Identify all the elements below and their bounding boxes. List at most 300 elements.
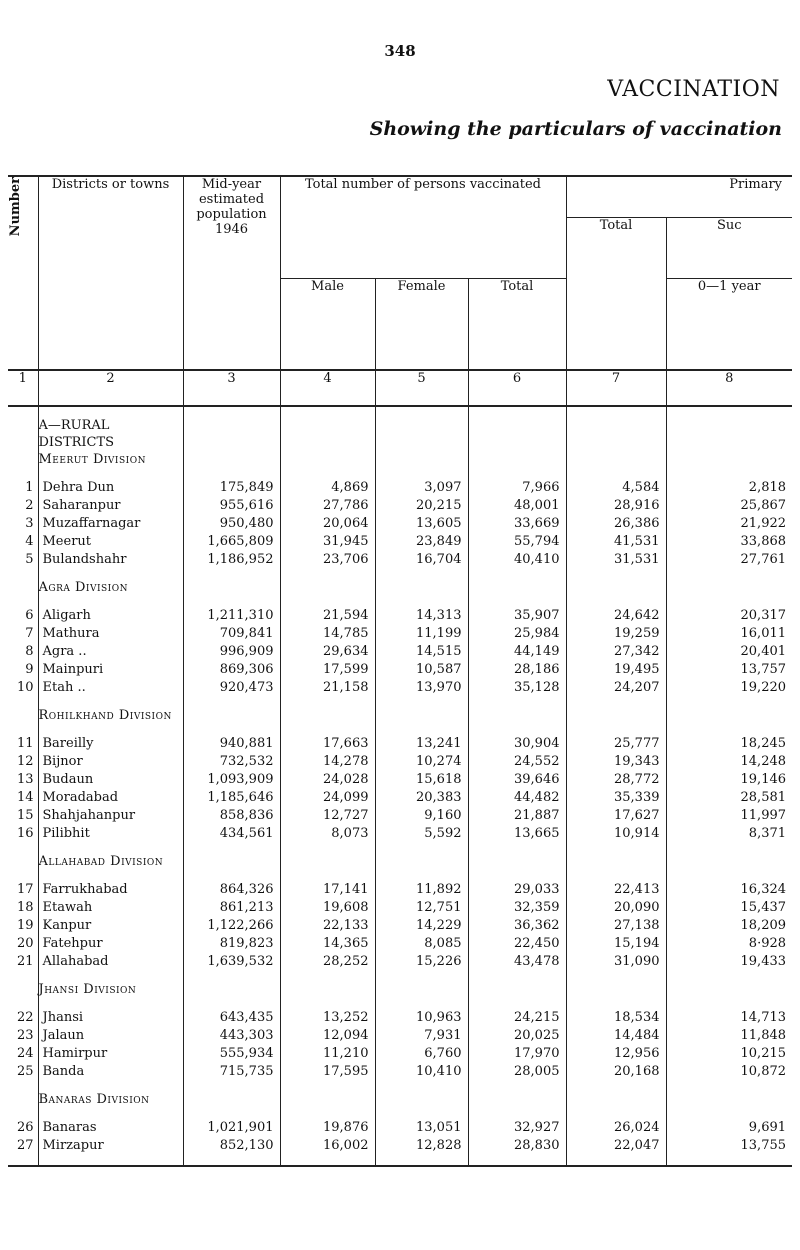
district-cell	[38, 479, 183, 497]
row-number: 3	[25, 516, 34, 531]
total-cell: 32,359	[468, 899, 566, 917]
primary-total-cell: 28,916	[566, 497, 666, 515]
table-row	[8, 881, 792, 899]
age-0-1-cell: 10,872	[666, 1063, 792, 1081]
row-number: 14	[16, 790, 34, 805]
table-row	[8, 1137, 792, 1155]
age-0-1-cell: 13,757	[666, 661, 792, 679]
table-row	[8, 1063, 792, 1081]
female-cell: 11,199	[375, 625, 468, 643]
district-cell	[38, 1045, 183, 1063]
primary-total-cell: 4,584	[566, 479, 666, 497]
total-cell: 24,552	[468, 753, 566, 771]
population-cell: 1,639,532	[183, 953, 280, 971]
population-cell: 555,934	[183, 1045, 280, 1063]
primary-total-cell: 12,956	[566, 1045, 666, 1063]
age-0-1-cell: 11,997	[666, 807, 792, 825]
division-heading-row	[8, 853, 792, 871]
age-0-1-cell: 19,433	[666, 953, 792, 971]
female-cell: 10,587	[375, 661, 468, 679]
population-cell: 1,211,310	[183, 607, 280, 625]
total-cell: 35,907	[468, 607, 566, 625]
row-number: 11	[16, 736, 34, 751]
district-cell	[38, 607, 183, 625]
age-0-1-cell: 9,691	[666, 1119, 792, 1137]
population-cell: 852,130	[183, 1137, 280, 1155]
district-cell	[38, 1063, 183, 1081]
district-name: Banaras	[42, 1120, 97, 1135]
table-row	[8, 807, 792, 825]
district-cell	[38, 551, 183, 569]
district-cell	[38, 953, 183, 971]
district-cell	[38, 807, 183, 825]
primary-total-cell: 17,627	[566, 807, 666, 825]
age-0-1-cell: 8·928	[666, 935, 792, 953]
age-0-1-cell: 19,146	[666, 771, 792, 789]
age-0-1-cell: 20,401	[666, 643, 792, 661]
district-cell	[38, 515, 183, 533]
district-name: Budaun	[42, 772, 94, 787]
district-name: Farrukhabad	[42, 882, 128, 897]
male-cell: 16,002	[280, 1137, 375, 1155]
female-header: Female	[375, 279, 468, 371]
col-number: 8	[666, 370, 792, 406]
district-cell	[38, 735, 183, 753]
district-name: Muzaffarnagar	[42, 516, 141, 531]
col-number: 2	[38, 370, 183, 406]
primary-total-cell: 10,914	[566, 825, 666, 843]
col-number: 3	[183, 370, 280, 406]
female-cell: 14,313	[375, 607, 468, 625]
total-cell: 25,984	[468, 625, 566, 643]
district-cell	[38, 881, 183, 899]
population-cell: 858,836	[183, 807, 280, 825]
population-cell: 443,303	[183, 1027, 280, 1045]
district-name: Mirzapur	[42, 1138, 104, 1153]
primary-total-cell: 19,495	[566, 661, 666, 679]
division-heading-row	[8, 707, 792, 725]
page-subheading: Showing the particulars of vaccination	[369, 118, 782, 140]
row-number: 5	[25, 552, 34, 567]
district-cell	[38, 899, 183, 917]
district-name: Banda	[42, 1064, 85, 1079]
primary-total-cell: 26,024	[566, 1119, 666, 1137]
row-number: 23	[16, 1028, 34, 1043]
district-name: Dehra Dun	[42, 480, 115, 495]
row-number: 22	[16, 1010, 34, 1025]
total-cell: 7,966	[468, 479, 566, 497]
district-name: Bareilly	[42, 736, 94, 751]
section-heading-line: A—RURAL	[38, 418, 110, 433]
male-cell: 21,594	[280, 607, 375, 625]
age-0-1-cell: 8,371	[666, 825, 792, 843]
male-cell: 27,786	[280, 497, 375, 515]
total-cell: 40,410	[468, 551, 566, 569]
female-cell: 12,751	[375, 899, 468, 917]
total-cell: 20,025	[468, 1027, 566, 1045]
row-number: 7	[25, 626, 34, 641]
age-0-1-cell: 16,324	[666, 881, 792, 899]
total-cell: 44,149	[468, 643, 566, 661]
population-cell: 732,532	[183, 753, 280, 771]
population-cell: 955,616	[183, 497, 280, 515]
female-cell: 11,892	[375, 881, 468, 899]
primary-total-cell: 41,531	[566, 533, 666, 551]
district-name: Moradabad	[42, 790, 119, 805]
total-cell: 22,450	[468, 935, 566, 953]
total-cell: 32,927	[468, 1119, 566, 1137]
district-name: Fatehpur	[42, 936, 103, 951]
total-cell: 13,665	[468, 825, 566, 843]
district-name: Saharanpur	[42, 498, 121, 513]
col-number: 5	[375, 370, 468, 406]
district-name: Bijnor	[42, 754, 83, 769]
female-cell: 23,849	[375, 533, 468, 551]
table-row	[8, 515, 792, 533]
age-0-1-cell: 14,713	[666, 1009, 792, 1027]
primary-total-cell: 20,090	[566, 899, 666, 917]
primary-total-cell: 24,642	[566, 607, 666, 625]
col-number: 7	[566, 370, 666, 406]
female-cell: 10,963	[375, 1009, 468, 1027]
population-header: Mid-year estimated population 1946	[183, 176, 280, 370]
table-row	[8, 789, 792, 807]
total-cell: 36,362	[468, 917, 566, 935]
population-cell: 1,186,952	[183, 551, 280, 569]
age-0-1-cell: 18,245	[666, 735, 792, 753]
female-cell: 15,226	[375, 953, 468, 971]
total-cell: 44,482	[468, 789, 566, 807]
row-number: 19	[16, 918, 34, 933]
male-cell: 17,663	[280, 735, 375, 753]
table-row	[8, 935, 792, 953]
male-cell: 21,158	[280, 679, 375, 697]
total-cell: 48,001	[468, 497, 566, 515]
total-cell: 39,646	[468, 771, 566, 789]
total-cell: 55,794	[468, 533, 566, 551]
total-cell: 24,215	[468, 1009, 566, 1027]
female-cell: 13,970	[375, 679, 468, 697]
total-cell: 21,887	[468, 807, 566, 825]
total-vaccinated-header: Total number of persons vaccinated	[280, 176, 566, 279]
district-cell	[38, 825, 183, 843]
population-cell: 434,561	[183, 825, 280, 843]
female-cell: 20,215	[375, 497, 468, 515]
row-number: 21	[16, 954, 34, 969]
section-heading-line: DISTRICTS	[38, 435, 115, 450]
age-0-1-cell: 2,818	[666, 479, 792, 497]
primary-total-cell: 20,168	[566, 1063, 666, 1081]
female-cell: 10,274	[375, 753, 468, 771]
primary-total-cell: 14,484	[566, 1027, 666, 1045]
division-heading: Agra Division	[38, 579, 183, 597]
district-cell	[38, 789, 183, 807]
table-row	[8, 917, 792, 935]
division-heading: Banaras Division	[38, 1091, 183, 1109]
primary-total-cell: 28,772	[566, 771, 666, 789]
male-cell: 14,365	[280, 935, 375, 953]
table-row	[8, 953, 792, 971]
population-cell: 1,665,809	[183, 533, 280, 551]
table-row	[8, 661, 792, 679]
district-cell	[38, 1119, 183, 1137]
district-cell	[38, 1137, 183, 1155]
table-body	[8, 406, 792, 1166]
male-cell: 24,028	[280, 771, 375, 789]
female-cell: 13,051	[375, 1119, 468, 1137]
total-cell: 30,904	[468, 735, 566, 753]
male-cell: 8,073	[280, 825, 375, 843]
primary-total-cell: 19,343	[566, 753, 666, 771]
female-cell: 14,229	[375, 917, 468, 935]
age-0-1-cell: 33,868	[666, 533, 792, 551]
age-0-1-cell: 15,437	[666, 899, 792, 917]
primary-total-cell: 31,531	[566, 551, 666, 569]
section-heading	[38, 417, 183, 451]
table-row	[8, 497, 792, 515]
section-heading-row	[8, 417, 792, 451]
district-name: Jhansi	[42, 1010, 84, 1025]
division-heading-row	[8, 579, 792, 597]
table-row	[8, 1119, 792, 1137]
age-0-1-cell: 19,220	[666, 679, 792, 697]
age-0-1-header: 0—1 year	[666, 279, 792, 371]
table-row	[8, 643, 792, 661]
row-number: 1	[25, 480, 34, 495]
male-cell: 23,706	[280, 551, 375, 569]
total-header: Total	[468, 279, 566, 371]
number-header-cell	[8, 176, 38, 370]
district-name: Aligarh	[42, 608, 91, 623]
district-cell	[38, 533, 183, 551]
row-number: 25	[16, 1064, 34, 1079]
table-row	[8, 533, 792, 551]
age-0-1-cell: 14,248	[666, 753, 792, 771]
row-number: 20	[16, 936, 34, 951]
row-number: 9	[25, 662, 34, 677]
primary-total-cell: 18,534	[566, 1009, 666, 1027]
total-cell: 17,970	[468, 1045, 566, 1063]
male-cell: 29,634	[280, 643, 375, 661]
division-heading: Jhansi Division	[38, 981, 183, 999]
district-name: Etawah	[42, 900, 93, 915]
age-0-1-cell: 27,761	[666, 551, 792, 569]
district-cell	[38, 661, 183, 679]
population-cell: 175,849	[183, 479, 280, 497]
successful-header: Suc	[666, 218, 792, 279]
population-cell: 1,093,909	[183, 771, 280, 789]
total-cell: 28,830	[468, 1137, 566, 1155]
population-cell: 940,881	[183, 735, 280, 753]
female-cell: 12,828	[375, 1137, 468, 1155]
population-cell: 869,306	[183, 661, 280, 679]
primary-total-cell: 27,342	[566, 643, 666, 661]
row-number: 15	[16, 808, 34, 823]
row-number: 27	[16, 1138, 34, 1153]
total-cell: 35,128	[468, 679, 566, 697]
population-cell: 950,480	[183, 515, 280, 533]
female-cell: 13,605	[375, 515, 468, 533]
male-cell: 4,869	[280, 479, 375, 497]
male-cell: 17,599	[280, 661, 375, 679]
division-heading: Rohilkhand Division	[38, 707, 183, 725]
population-cell: 1,185,646	[183, 789, 280, 807]
population-cell: 1,021,901	[183, 1119, 280, 1137]
male-cell: 13,252	[280, 1009, 375, 1027]
table-row	[8, 479, 792, 497]
total-cell: 43,478	[468, 953, 566, 971]
col-number: 1	[8, 370, 38, 406]
primary-total-cell: 31,090	[566, 953, 666, 971]
male-cell: 12,727	[280, 807, 375, 825]
row-number: 2	[25, 498, 34, 513]
male-cell: 31,945	[280, 533, 375, 551]
female-cell: 7,931	[375, 1027, 468, 1045]
district-name: Etah ..	[42, 680, 86, 695]
male-cell: 24,099	[280, 789, 375, 807]
primary-header: Primary	[566, 176, 792, 218]
district-cell	[38, 771, 183, 789]
row-number: 13	[16, 772, 34, 787]
population-cell: 861,213	[183, 899, 280, 917]
row-number: 26	[16, 1120, 34, 1135]
division-heading: Meerut Division	[38, 451, 183, 469]
table-row	[8, 771, 792, 789]
col-number: 4	[280, 370, 375, 406]
age-0-1-cell: 28,581	[666, 789, 792, 807]
male-cell: 11,210	[280, 1045, 375, 1063]
male-cell: 14,278	[280, 753, 375, 771]
district-name: Agra ..	[42, 644, 87, 659]
district-name: Allahabad	[42, 954, 109, 969]
district-name: Jalaun	[42, 1028, 85, 1043]
total-cell: 33,669	[468, 515, 566, 533]
primary-total-cell: 35,339	[566, 789, 666, 807]
row-number: 10	[16, 680, 34, 695]
district-name: Kanpur	[42, 918, 92, 933]
number-header: Number	[8, 177, 23, 237]
population-cell: 643,435	[183, 1009, 280, 1027]
row-number: 6	[25, 608, 34, 623]
female-cell: 16,704	[375, 551, 468, 569]
population-cell: 1,122,266	[183, 917, 280, 935]
row-number: 17	[16, 882, 34, 897]
male-cell: 20,064	[280, 515, 375, 533]
age-0-1-cell: 20,317	[666, 607, 792, 625]
district-name: Bulandshahr	[42, 552, 127, 567]
district-name: Mainpuri	[42, 662, 104, 677]
table-row	[8, 1045, 792, 1063]
table-row	[8, 679, 792, 697]
primary-total-header: Total	[566, 218, 666, 371]
female-cell: 15,618	[375, 771, 468, 789]
row-number: 8	[25, 644, 34, 659]
age-0-1-cell: 13,755	[666, 1137, 792, 1155]
male-header: Male	[280, 279, 375, 371]
age-0-1-cell: 25,867	[666, 497, 792, 515]
district-cell	[38, 1027, 183, 1045]
table-row	[8, 899, 792, 917]
district-name: Meerut	[42, 534, 92, 549]
female-cell: 13,241	[375, 735, 468, 753]
district-cell	[38, 1009, 183, 1027]
district-name: Hamirpur	[42, 1046, 108, 1061]
primary-total-cell: 19,259	[566, 625, 666, 643]
districts-header: Districts or towns	[38, 176, 183, 370]
male-cell: 19,608	[280, 899, 375, 917]
age-0-1-cell: 18,209	[666, 917, 792, 935]
row-number: 4	[25, 534, 34, 549]
primary-total-cell: 25,777	[566, 735, 666, 753]
page-number: 348	[384, 42, 416, 60]
division-heading-row	[8, 1091, 792, 1109]
population-cell: 996,909	[183, 643, 280, 661]
table-row	[8, 735, 792, 753]
female-cell: 14,515	[375, 643, 468, 661]
district-name: Mathura	[42, 626, 100, 641]
district-cell	[38, 643, 183, 661]
row-number: 24	[16, 1046, 34, 1061]
male-cell: 14,785	[280, 625, 375, 643]
primary-total-cell: 24,207	[566, 679, 666, 697]
female-cell: 20,383	[375, 789, 468, 807]
population-cell: 715,735	[183, 1063, 280, 1081]
female-cell: 5,592	[375, 825, 468, 843]
district-name: Shahjahanpur	[42, 808, 136, 823]
row-number: 18	[16, 900, 34, 915]
population-cell: 864,326	[183, 881, 280, 899]
age-0-1-cell: 10,215	[666, 1045, 792, 1063]
district-cell	[38, 753, 183, 771]
population-cell: 819,823	[183, 935, 280, 953]
division-heading: Allahabad Division	[38, 853, 183, 871]
female-cell: 6,760	[375, 1045, 468, 1063]
male-cell: 28,252	[280, 953, 375, 971]
total-cell: 28,186	[468, 661, 566, 679]
table-row	[8, 825, 792, 843]
table-row	[8, 625, 792, 643]
primary-total-cell: 22,413	[566, 881, 666, 899]
primary-total-cell: 26,386	[566, 515, 666, 533]
district-name: Pilibhit	[42, 826, 90, 841]
district-cell	[38, 625, 183, 643]
population-cell: 920,473	[183, 679, 280, 697]
page-heading: VACCINATION	[607, 77, 780, 102]
female-cell: 10,410	[375, 1063, 468, 1081]
female-cell: 8,085	[375, 935, 468, 953]
division-heading-row	[8, 981, 792, 999]
division-heading-row	[8, 451, 792, 469]
male-cell: 17,141	[280, 881, 375, 899]
district-cell	[38, 679, 183, 697]
female-cell: 3,097	[375, 479, 468, 497]
table-row	[8, 1009, 792, 1027]
primary-total-cell: 27,138	[566, 917, 666, 935]
total-cell: 28,005	[468, 1063, 566, 1081]
table-row	[8, 753, 792, 771]
age-0-1-cell: 11,848	[666, 1027, 792, 1045]
primary-total-cell: 15,194	[566, 935, 666, 953]
row-number: 16	[16, 826, 34, 841]
population-cell: 709,841	[183, 625, 280, 643]
col-number: 6	[468, 370, 566, 406]
primary-total-cell: 22,047	[566, 1137, 666, 1155]
male-cell: 12,094	[280, 1027, 375, 1045]
table-row	[8, 551, 792, 569]
vaccination-table	[8, 175, 792, 1167]
district-cell	[38, 935, 183, 953]
male-cell: 19,876	[280, 1119, 375, 1137]
